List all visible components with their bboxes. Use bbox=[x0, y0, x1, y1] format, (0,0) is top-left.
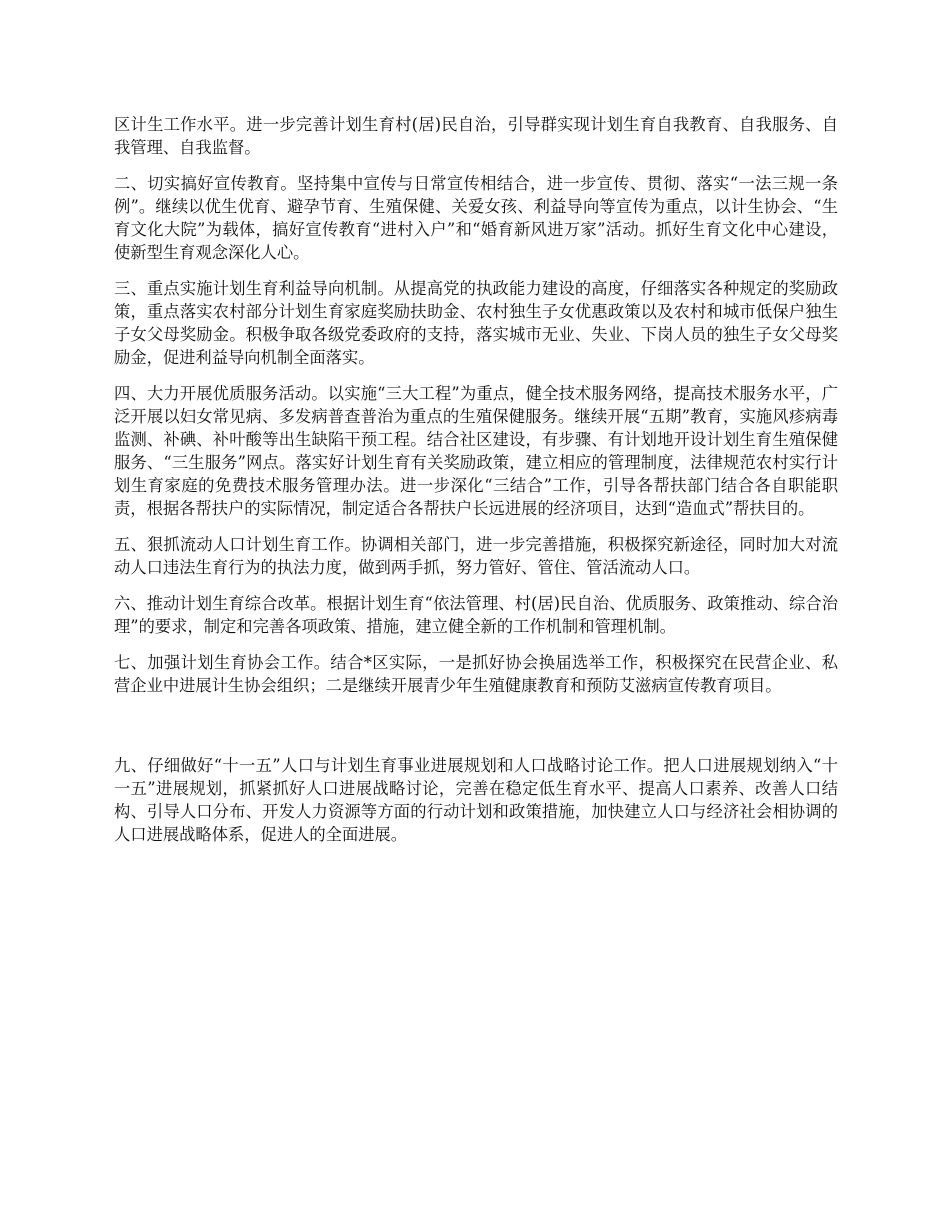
paragraph-section-2: 二、切实搞好宣传教育。坚持集中宣传与日常宣传相结合，进一步宣传、贯彻、落实“一法三规一条例”。继续以优生优育、避孕节育、生殖保健、关爱女孩、利益导向等宣传为重点，以计生协会、“生育文化大院”为载体，搞好宣传教育“进村入户”和“婚育新风进万家”活动。抓好生育文化中心建设，使新型生育观念深化人心。 bbox=[114, 174, 838, 262]
paragraph-section-3: 三、重点实施计划生育利益导向机制。从提高党的执政能力建设的高度，仔细落实各种规定的奖励政策，重点落实农村部分计划生育家庭奖励扶助金、农村独生子女优惠政策以及农村和城市低保户独生子女父母奖励金。积极争取各级党委政府的支持，落实城市无业、失业、下岗人员的独生子女父母奖励金，促进利益导向机制全面落实。 bbox=[114, 279, 838, 367]
paragraph-section-6: 六、推动计划生育综合改革。根据计划生育“依法管理、村(居)民自治、优质服务、政策推动、综合治理”的要求，制定和完善各项政策、措施，建立健全新的工作机制和管理机制。 bbox=[114, 594, 838, 636]
paragraph-section-4: 四、大力开展优质服务活动。以实施“三大工程”为重点，健全技术服务网络，提高技术服务水平，广泛开展以妇女常见病、多发病普查普治为重点的生殖保健服务。继续开展“五期”教育，实施风疹病毒监测、补碘、补叶酸等出生缺陷干预工程。结合社区建设，有步骤、有计划地开设计划生育生殖保健服务、“三生服务”网点。落实好计划生育有关奖励政策，建立相应的管理制度，法律规范农村实行计划生育家庭的免费技术服务管理办法。进一步深化“三结合”工作，引导各帮扶部门结合各自职能职责，根据各帮扶户的实际情况，制定适合各帮扶户长远进展的经济项目，达到“造血式”帮扶目的。 bbox=[114, 384, 838, 518]
paragraph-section-7: 七、加强计划生育协会工作。结合*区实际，一是抓好协会换届选举工作，积极探究在民营企业、私营企业中进展计生协会组织；二是继续开展青少年生殖健康教育和预防艾滋病宣传教育项目。 bbox=[114, 653, 838, 695]
paragraph-intro: 区计生工作水平。进一步完善计划生育村(居)民自治，引导群实现计划生育自我教育、自我服务、自我管理、自我监督。 bbox=[114, 115, 838, 157]
paragraph-gap bbox=[114, 710, 838, 754]
paragraph-section-5: 五、狠抓流动人口计划生育工作。协调相关部门，进一步完善措施，积极探究新途径，同时加大对流动人口违法生育行为的执法力度，做到两手抓，努力管好、管住、管活流动人口。 bbox=[114, 535, 838, 577]
paragraph-section-9: 九、仔细做好“十一五”人口与计划生育事业进展规划和人口战略讨论工作。把人口进展规划纳入“十一五”进展规划，抓紧抓好人口进展战略讨论，完善在稳定低生育水平、提高人口素养、改善人口结构、引导人口分布、开发人力资源等方面的行动计划和政策措施，加快建立人口与经济社会相协调的人口进展战略体系，促进人的全面进展。 bbox=[114, 756, 838, 844]
document-body bbox=[114, 113, 838, 859]
